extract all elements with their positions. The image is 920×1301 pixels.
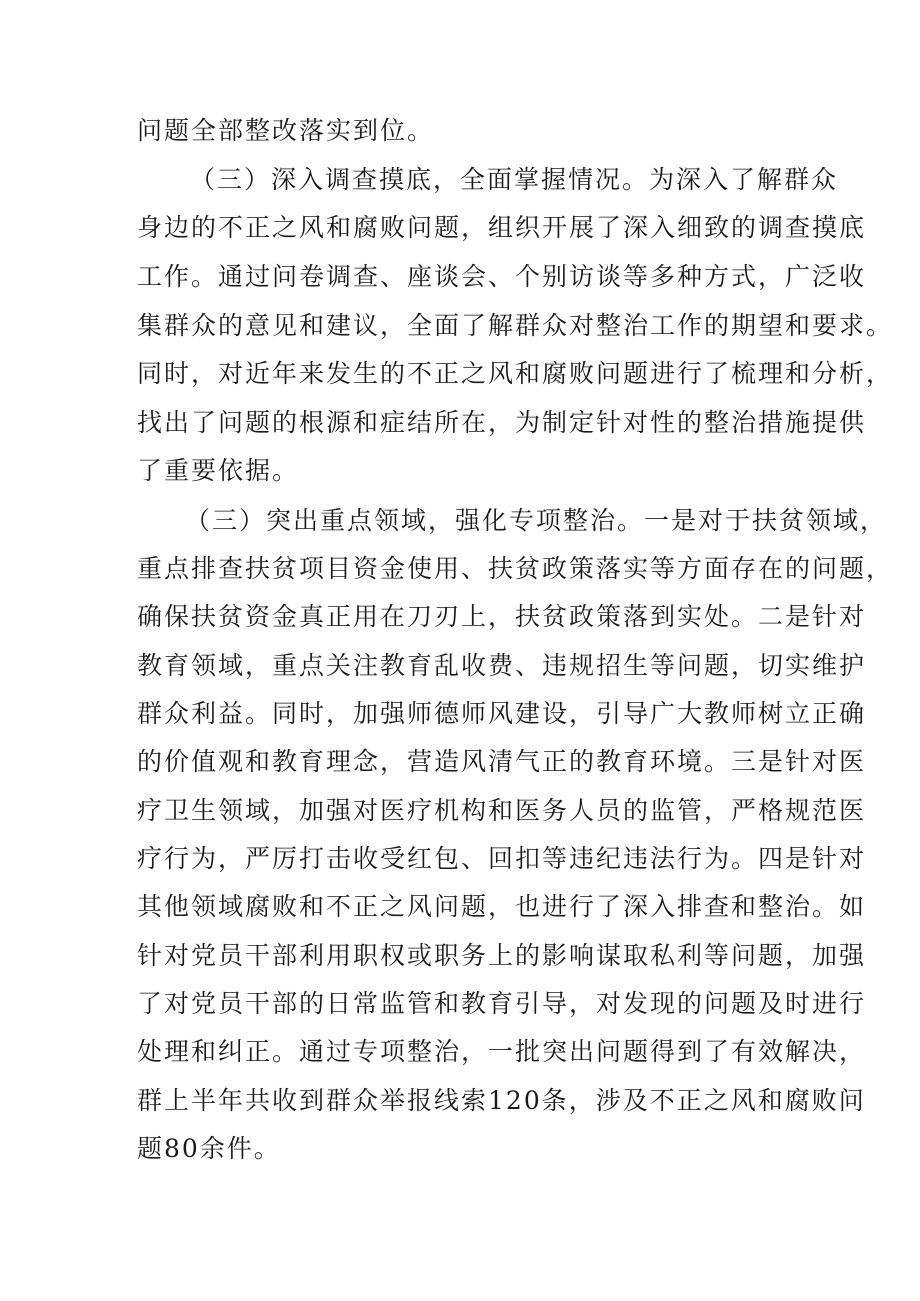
paragraph-3-line-10: 针对党员干部利用职权或职务上的影响谋取私利等问题，加强 <box>137 941 867 970</box>
paragraph-2-line-6: 找出了问题的根源和症结所在，为制定针对性的整治措施提供 <box>137 408 867 437</box>
paragraph-2-line-7: 了重要依据。 <box>137 456 300 485</box>
paragraph-3-line-14: 题80余件。 <box>137 1134 281 1163</box>
paragraph-3-line-5: 群众利益。同时，加强师德师风建设，引导广大教师树立正确 <box>137 699 867 728</box>
paragraph-2-line-5: 同时，对近年来发生的不正之风和腐败问题进行了梳理和分析， <box>137 359 894 388</box>
paragraph-2-line-4: 集群众的意见和建议，全面了解群众对整治工作的期望和要求。 <box>137 311 894 340</box>
paragraph-3-line-6: 的价值观和教育理念，营造风清气正的教育环境。三是针对医 <box>137 747 867 776</box>
paragraph-3-line-13: 群上半年共收到群众举报线索120条，涉及不正之风和腐败问 <box>137 1086 866 1115</box>
paragraph-3-line-3: 确保扶贫资金真正用在刀刃上，扶贫政策落到实处。二是针对 <box>137 602 867 631</box>
paragraph-3-line-11: 了对党员干部的日常监管和教育引导，对发现的问题及时进行 <box>137 989 867 1018</box>
paragraph-3-line-4: 教育领域，重点关注教育乱收费、违规招生等问题，切实维护 <box>137 651 867 680</box>
paragraph-3-line-1: （三）突出重点领域，强化专项整治。一是对于扶贫领域， <box>185 506 888 535</box>
paragraph-2-line-2: 身边的不正之风和腐败问题，组织开展了深入细致的调查摸底 <box>137 213 867 242</box>
paragraph-3-line-7: 疗卫生领域，加强对医疗机构和医务人员的监管，严格规范医 <box>137 796 867 825</box>
paragraph-2-line-3: 工作。通过问卷调查、座谈会、个别访谈等多种方式，广泛收 <box>137 262 867 291</box>
paragraph-3-line-2: 重点排查扶贫项目资金使用、扶贫政策落实等方面存在的问题， <box>137 554 894 583</box>
paragraph-2-line-1: （三）深入调查摸底，全面掌握情况。为深入了解群众 <box>190 165 839 194</box>
paragraph-3-line-12: 处理和纠正。通过专项整治，一批突出问题得到了有效解决， <box>137 1037 867 1066</box>
paragraph-3-line-8: 疗行为，严厉打击收受红包、回扣等违纪违法行为。四是针对 <box>137 844 867 873</box>
paragraph-1-line-1: 问题全部整改落实到位。 <box>137 116 435 145</box>
paragraph-3-line-9: 其他领域腐败和不正之风问题，也进行了深入排查和整治。如 <box>137 892 867 921</box>
